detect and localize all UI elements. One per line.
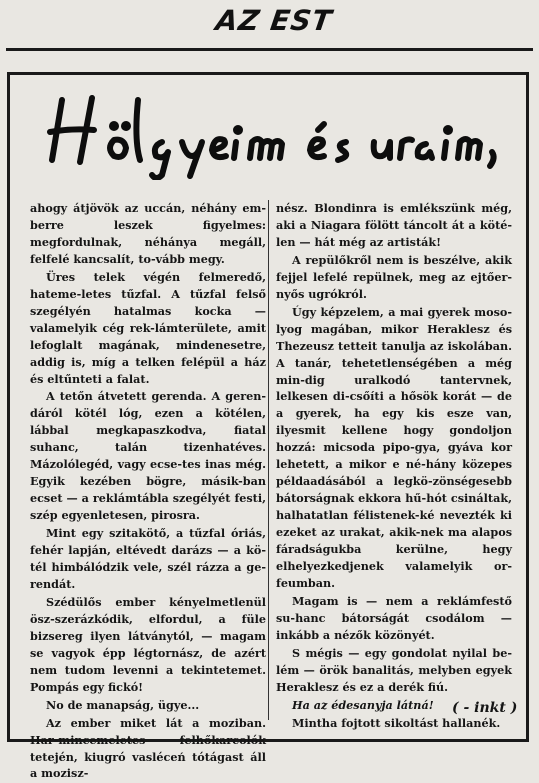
paragraph: Úgy képzelem, a mai gyerek moso-lyog magában, mikor Heraklesz és Thezeusz tetteit tanulja az iskolában. A tanár, tehetetlenségében a még min-dig uralkodó tantervnek, lelkesen di-csőíti a hősök korát — de a gyerek, ha egy kis esze van, ilyesmit kellene hogy gondoljon hozzá: micsoda pipo-gya, gyáva kor lehetett, a mikor e né-hány közepes példaadásából a legkö-zönségesebb bátorságnak ekkora hű-hót csináltak, halhatatlan félistenek-ké nevezték ki ezeket az urakat, akik-nek ma alapos fáradságukba kerülne, hegy elhelyezkedjenek valamelyik or-feumban.	[276, 304, 512, 590]
paragraph: A repülőkről nem is beszélve, akik fejjel lefelé repülnek, meg az ejtőer-nyős ugrókról.	[276, 252, 512, 301]
paragraph: A tetőn átvetett gerenda. A geren-dáról kötél lóg, ezen a kötélen, lábbal megkapaszkodva, fiatal suhanc, talán tizenhatéves. Mázolólegéd, vagy ecse-tes inas még. Egyik kezében bögre, másik-ban ecset — a reklámtábla szegélyét festi, szép egyenletesen, pirosra.	[30, 389, 266, 523]
masthead-logo: AZ EST	[213, 4, 335, 37]
paragraph: Magam is — nem a reklámfestő su-hanc bátorságát csodálom — inkább a nézők közönyét.	[276, 593, 512, 642]
paragraph: Mint egy szitakötő, a tűzfal óriás, fehér lapján, eltévedt darázs — a kö-tél himbálódzik vele, szél rázza a ge-rendát.	[30, 526, 266, 591]
author-signature: ( - inkt )	[452, 700, 518, 716]
right-column	[276, 200, 512, 733]
paragraph: No de manapság, ügye...	[46, 697, 200, 712]
column-divider	[268, 200, 269, 720]
paragraph: Ha az édesanyja látná!	[292, 697, 434, 712]
masthead	[0, 0, 539, 52]
handwritten-headline-graphic	[22, 80, 502, 180]
masthead-rule	[6, 48, 533, 51]
paragraph: Szédülős ember kényelmetlenül ösz-szerázkódik, elfordul, a füle bizsereg ilyen látványtól, — magam se vagyok épp légtornász, de azért nem tudom levenni a tekintetemet. Pompás egy fickó!	[30, 594, 266, 694]
headline	[22, 80, 502, 180]
left-column	[30, 200, 266, 783]
paragraph: ahogy átjövök az uccán, néhány em-berre leszek figyelmes: megfordulnak, néhánya megáll, felfelé kancsalít, to-vább megy.	[30, 201, 266, 266]
paragraph: nész. Blondinra is emlékszünk még, aki a Niagara fölött táncolt át a köté-len — hát még az artisták!	[276, 201, 512, 249]
paragraph: Az ember miket lát a moziban. Har-mincemeletes felhőkarcolók tetején, kiugró vasléceń tótágast áll a mozisz-	[30, 715, 266, 781]
paragraph: Mintha fojtott sikoltást hallanék.	[292, 715, 501, 730]
paragraph: S mégis — egy gondolat nyilal be-lém — örök banalitás, melyben egyek Heraklesz és ez a derék fiú.	[276, 645, 512, 694]
paragraph: Üres telek végén felmeredő, hateme-letes tűzfal. A tűzfal felső szegélyén hatalmas kocka — valamelyik cég rek-lámterülete, amit lefoglalt magának, mindenesetre, addig is, míg a telken felépül a ház és eltűnteti a falat.	[30, 269, 266, 386]
